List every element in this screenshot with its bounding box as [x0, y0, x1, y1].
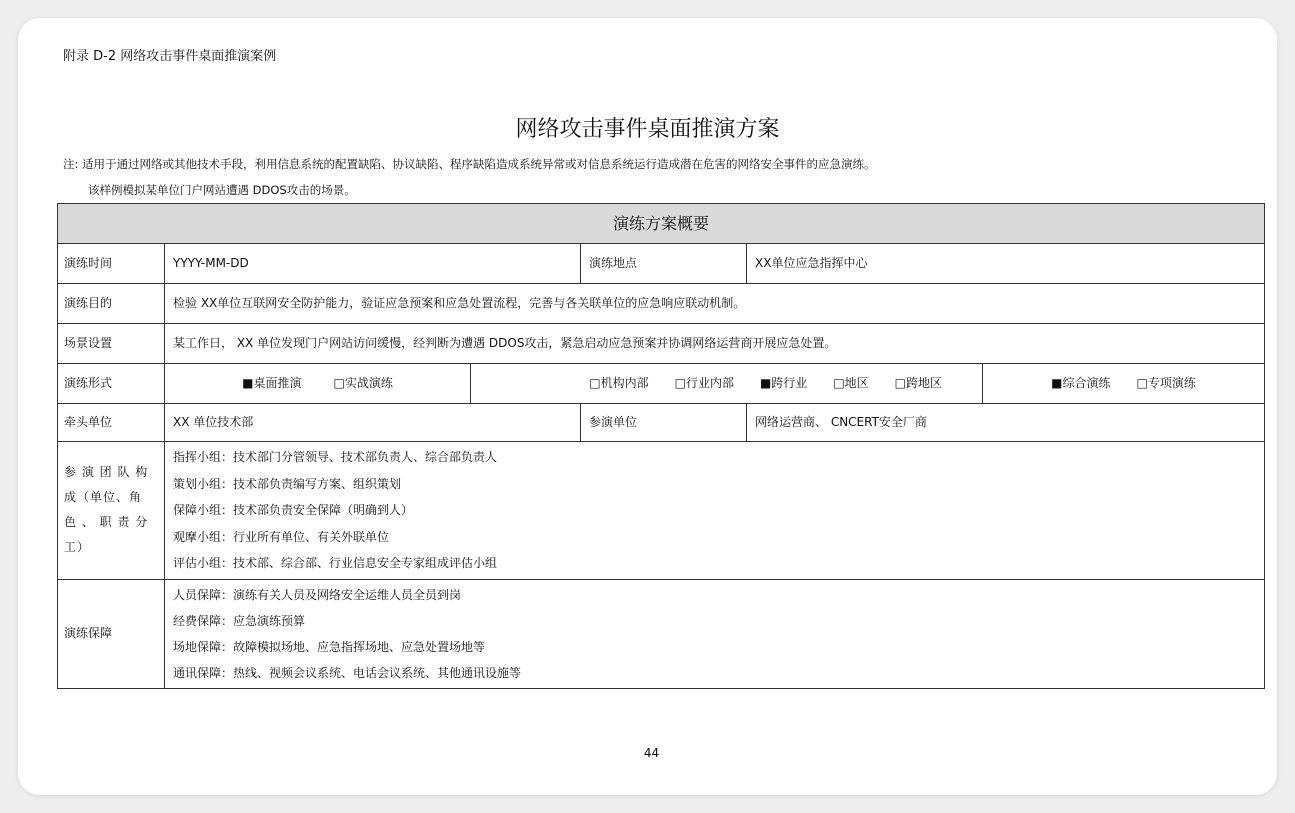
team-label-line: 工） — [64, 540, 91, 555]
option-comprehensive: ■综合演练 — [1051, 376, 1111, 391]
form-label: 演练形式 — [58, 364, 165, 404]
support-label: 演练保障 — [58, 579, 165, 688]
goal-label: 演练目的 — [58, 284, 165, 324]
team-label-line: 参 演 团 队 构 — [64, 465, 149, 480]
support-details — [165, 579, 1265, 688]
team-label-line: 成（单位、角 — [64, 490, 143, 505]
team-details — [165, 442, 1265, 580]
note-line-2: 该样例模拟某单位门户网站遭遇 DDOS攻击的场景。 — [88, 183, 356, 197]
team-label — [58, 442, 165, 580]
table-row — [58, 579, 1265, 688]
drill-plan-table — [57, 203, 1265, 689]
list-item: 人员保障：演练有关人员及网络安全运维人员全员到岗 — [173, 587, 462, 602]
option-cross-industry: ■跨行业 — [759, 376, 808, 391]
option-region: □地区 — [833, 376, 869, 391]
option-live: □实战演练 — [333, 376, 393, 391]
option-internal-org: □机构内部 — [589, 376, 649, 391]
option-internal-industry: □行业内部 — [674, 376, 734, 391]
participant-value: 网络运营商、 CNCERT安全厂商 — [747, 404, 1265, 442]
table-row — [58, 244, 1265, 284]
list-item: 通讯保障：热线、视频会议系统、电话会议系统、其他通讯设施等 — [173, 665, 522, 680]
participant-label: 参演单位 — [581, 404, 747, 442]
form-group-range — [471, 364, 1265, 404]
option-cross-region: □跨地区 — [894, 376, 942, 391]
table-row — [58, 442, 1265, 580]
goal-value: 检验 XX单位互联网安全防护能力，验证应急预案和应急处置流程，完善与各关联单位的应急响应联动机制。 — [165, 284, 1265, 324]
place-value: XX单位应急指挥中心 — [747, 244, 1265, 284]
list-item: 策划小组：技术部负责编写方案、组织策划 — [173, 476, 402, 491]
scene-label: 场景设置 — [58, 324, 165, 364]
page-number: 44 — [643, 746, 660, 760]
table-row — [58, 404, 1265, 442]
form-group-scope — [165, 364, 471, 404]
option-special: □专项演练 — [1136, 376, 1196, 391]
list-item: 评估小组：技术部、综合部、行业信息安全专家组成评估小组 — [173, 556, 498, 570]
option-tabletop: ■桌面推演 — [242, 376, 302, 391]
time-label: 演练时间 — [58, 244, 165, 284]
appendix-heading: 附录 D-2 网络攻击事件桌面推演案例 — [63, 49, 277, 64]
list-item: 经费保障：应急演练预算 — [173, 613, 306, 628]
time-value: YYYY-MM-DD — [165, 244, 581, 284]
table-row — [58, 324, 1265, 364]
note-line-1: 注: 适用于通过网络或其他技术手段，利用信息系统的配置缺陷、协议缺陷、程序缺陷造成系统异常或对信息系统运行造成潜在危害的网络安全事件的应急演练。 — [63, 157, 876, 171]
lead-label: 牵头单位 — [58, 404, 165, 442]
list-item: 场地保障：故障模拟场地、应急指挥场地、应急处置场地等 — [173, 639, 486, 654]
scene-value: 某工作日， XX 单位发现门户网站访问缓慢，经判断为遭遇 DDOS攻击，紧急启动应急预案并协调网络运营商开展应急处置。 — [165, 324, 1265, 364]
table-row — [58, 284, 1265, 324]
table-row — [58, 364, 1265, 404]
document-title: 网络攻击事件桌面推演方案 — [515, 117, 780, 142]
lead-value: XX 单位技术部 — [165, 404, 581, 442]
section-title: 演练方案概要 — [58, 204, 1265, 244]
list-item: 保障小组：技术部负责安全保障（明确到人） — [173, 503, 414, 517]
place-label: 演练地点 — [581, 244, 747, 284]
team-label-line: 色 、 职 责 分 — [64, 515, 149, 530]
list-item: 指挥小组：技术部门分管领导、技术部负责人、综合部负责人 — [173, 450, 498, 464]
list-item: 观摩小组：行业所有单位、有关外联单位 — [173, 529, 390, 544]
